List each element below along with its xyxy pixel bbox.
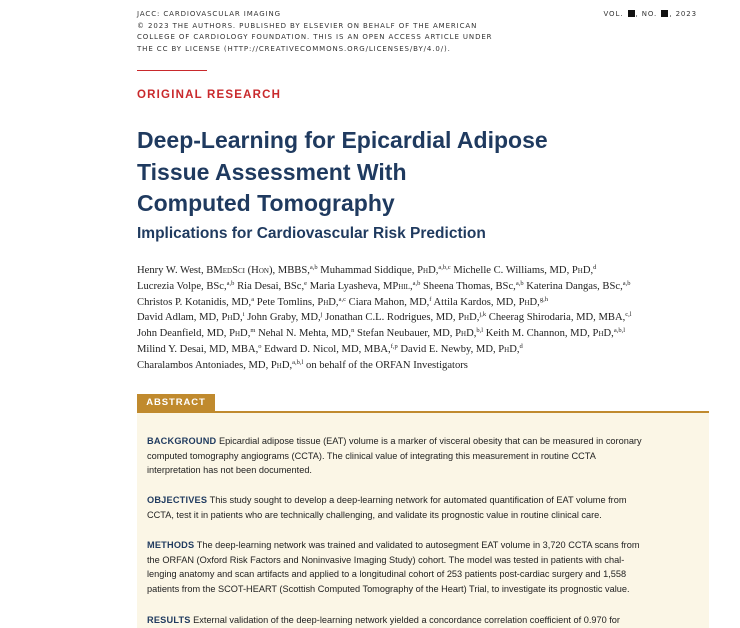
abstract-heading: ABSTRACT: [137, 394, 215, 412]
redacted-block: [628, 10, 635, 17]
section-label: METHODS: [147, 540, 195, 550]
abstract-background: BACKGROUND Epicardial adipose tissue (EAT) volume is a marker of visceral obesity that can be measured in coronary computed tomography angiograms (CCTA). The clinical value of integrating this measurement in routine CCTA interpretation has not been documented.: [147, 436, 642, 476]
volume-info: VOL. , NO. , 2023: [603, 10, 697, 18]
author-line: Henry W. West, BMedSci (Hon), MBBS,$^{a,b}$ Muhammad Siddique, PhD,$^{a,b,c}$ Michelle C. Williams, MD, PhD,$^d$: [137, 264, 597, 276]
copyright-line: © 2023 THE AUTHORS. PUBLISHED BY ELSEVIER ON BEHALF OF THE AMERICAN: [137, 21, 478, 30]
abstract-objectives: OBJECTIVES This study sought to develop a deep-learning network for automated quantification of EAT volume from CCTA, test it in patients who are technically challenging, and validate its prognostic value in routine clinical care.: [147, 495, 627, 520]
author-line: David Adlam, MD, PhD,$^i$ John Graby, MD,$^j$ Jonathan C.L. Rodrigues, MD, PhD,$^{j,k}$ Cheerag Shirodaria, MD, MBA,$^{c,l}$: [137, 311, 632, 324]
article-subtitle: Implications for Cardiovascular Risk Prediction: [137, 225, 486, 242]
author-line: Milind Y. Desai, MD, MBA,$^o$ Edward D. Nicol, MD, MBA,$^{f,p}$ David E. Newby, MD, PhD,$^d$: [137, 342, 523, 355]
author-line: Lucrezia Volpe, BSc,$^{a,b}$ Ria Desai, BSc,$^e$ Maria Lyasheva, MPhil,$^{a,b}$ Sheena Thomas, BSc,$^{a,b}$ Katerina Dangas, BSc,$^{a,b}$: [137, 279, 631, 292]
journal-header: [137, 9, 697, 55]
author-line: Christos P. Kotanidis, MD,$^a$ Pete Tomlins, PhD,$^{a,c}$ Ciara Mahon, MD,$^f$ Attila Kardos, MD, PhD,$^{g,h}$: [137, 295, 548, 308]
article-type: ORIGINAL RESEARCH: [137, 89, 282, 101]
author-line: John Deanfield, MD, PhD,$^m$ Nehal N. Mehta, MD,$^n$ Stefan Neubauer, MD, PhD,$^{b,l}$ Keith M. Channon, MD, PhD,$^{a,b,l}$: [137, 327, 626, 340]
copyright-line: COLLEGE OF CARDIOLOGY FOUNDATION. THIS IS AN OPEN ACCESS ARTICLE UNDER: [137, 33, 493, 41]
journal-name: JACC: CARDIOVASCULAR IMAGING: [137, 10, 281, 18]
section-label: BACKGROUND: [147, 436, 217, 446]
header-divider: [137, 70, 207, 71]
abstract-box: [137, 411, 709, 628]
abstract-results: RESULTS External validation of the deep-learning network yielded a concordance correlation coefficient of 0.970 for: [147, 615, 620, 625]
author-line: Charalambos Antoniades, MD, PhD,$^{a,b,l}$ on behalf of the ORFAN Investigators: [137, 358, 468, 371]
author-list: [137, 263, 697, 374]
section-label: OBJECTIVES: [147, 495, 208, 505]
copyright-line: THE CC BY LICENSE (HTTP://CREATIVECOMMONS.ORG/LICENSES/BY/4.0/).: [137, 44, 451, 53]
article-title: Deep-Learning for Epicardial Adipose Tissue Assessment With Computed Tomography: [137, 127, 548, 216]
section-label: RESULTS: [147, 615, 191, 625]
abstract-methods: METHODS The deep-learning network was trained and validated to autosegment EAT volume in 3,720 CCTA scans from the ORFAN (Oxford Risk Factors and Noninvasive Imaging Study) cohort. The model was tested in patients with chal- lenging anatomy and scan artifacts and applied to a longitudinal cohort of 253 patients post-cardiac surgery and 1,558 patients from the SCOT-HEART (Scottish Computed Tomography of the Heart) Trial, to investigate its prognostic value.: [147, 540, 640, 594]
redacted-block: [661, 10, 668, 17]
